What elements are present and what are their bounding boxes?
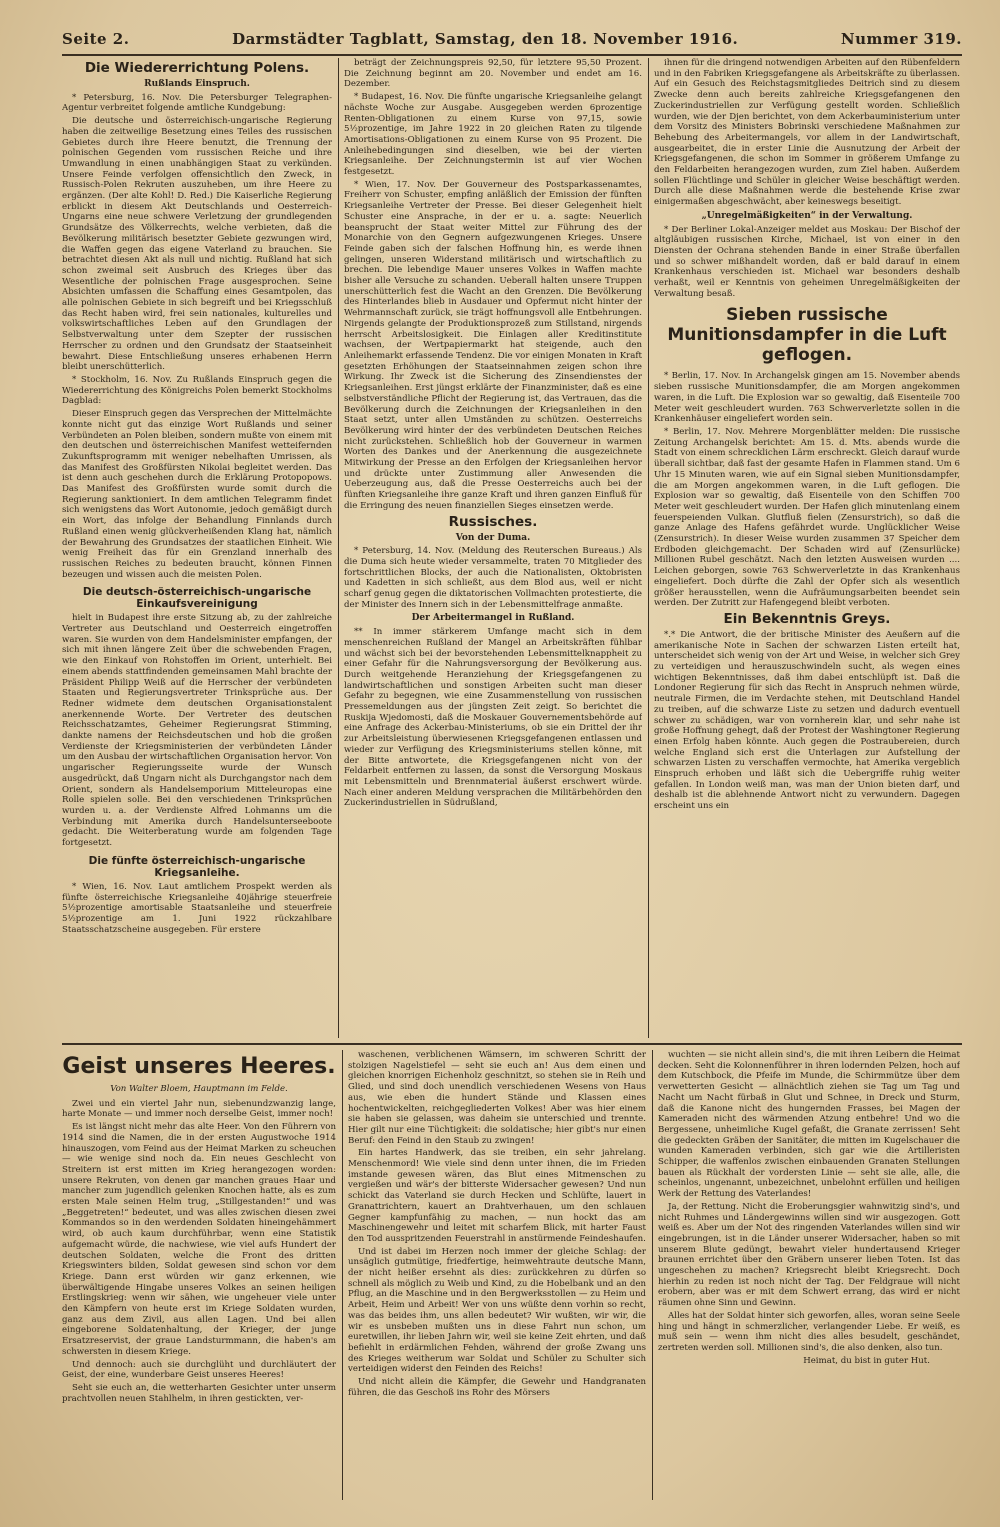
article-paragraph: * Der Berliner Lokal-Anzeiger meldet aus Moskau: Der Bischof der altgläubigen russischen Kirche, Michael, ist von einer in den Diensten der Ochrana stehenden Bande in einer Straße überfallen und so schwer mißhandelt worden, daß er bald darauf in einem Krankenhaus verschieden ist. Michael war besonders deshalb verhaßt, weil er Kenntnis von geheimen Unregelmäßigkeiten der Verwaltung besaß.	[654, 224, 960, 299]
masthead: Darmstädter Tagblatt, Samstag, den 18. November 1916.	[232, 30, 739, 48]
article-paragraph: Die deutsche und österreichisch-ungarische Regierung haben die zeitweilige Besetzung eines Teiles des russischen Gebietes durch ihre Heere benutzt, die Trennung der polnischen Gegenden vom russischen Reiche und ihre Umwandlung in einen unabhängigen Staat zu verkünden. Unsere Feinde verfolgen offensichtlich den Zweck, in Russisch-Polen Rekruten auszuheben, um ihre Heere zu ergänzen. (Der alte Kohl! D. Red.) Die Kaiserliche Regierung erblickt in diesem Akt Deutschlands und Oesterreich-Ungarns eine neue schwere Verletzung der grundlegenden Grundsätze des Völkerrechts, welche verbieten, daß die Bevölkerung militärisch besetzter Gebiete gezwungen wird, die Waffen gegen das eigene Vaterland zu brauchen. Sie betrachtet diesen Akt als null und nichtig. Rußland hat sich schon zweimal seit Ausbruch des Krieges über das Wesentliche der polnischen Frage ausgesprochen. Seine Absichten umfassen die Schaffung eines Gesamtpolen, das alle polnischen Gebiete in sich begreift und bei Kriegsschluß das Recht haben wird, frei sein nationales, kulturelles und volkswirtschaftliches Leben auf den Grundlagen der Selbstverwaltung unter dem Szepter der russischen Herrscher zu ordnen und den Grundsatz der Staatseinheit bewahrt. Diese Entschließung unseres erhabenen Herrn bleibt unerschütterlich.	[62, 116, 332, 373]
article-paragraph: * Wien, 16. Nov. Laut amtlichem Prospekt werden als fünfte österreichische Kriegsanleihe 40jährige steuerfreie 5½prozentige amortisable Staatsanleihe und steuerfreie 5½prozentige am 1. Juni 1922 rückzahlbare Staatsschatzscheine ausgegeben. Für erstere	[62, 881, 332, 935]
page-label: Seite 2.	[62, 30, 130, 48]
article-paragraph: * Budapest, 16. Nov. Die fünfte ungarische Kriegsanleihe gelangt nächste Woche zur Ausgabe. Ausgegeben werden 6prozentige Renten-Obligationen zu einem Kurse von 97,15, sowie 5½prozentige, im Jahre 1922 in 20 gleichen Raten zu tilgende Amortisations-Obligationen zu einem Kurse von 95 Prozent. Die Anleihebedingungen sind dieselben, wie bei der vierten Kriegsanleihe. Der Zeichnungstermin ist auf vier Wochen festgesetzt.	[344, 92, 642, 178]
issue-number: Nummer 319.	[840, 30, 962, 48]
feuilleton-column-3	[658, 1050, 960, 1500]
feuilleton-column-1	[62, 1050, 336, 1500]
article-paragraph: Und dennoch: auch sie durchglüht und durchläutert der Geist, der eine, wunderbare Geist unseres Heeres!	[62, 1359, 336, 1381]
article-title: Russisches.	[448, 513, 538, 530]
article-paragraph: * Berlin, 17. Nov. Mehrere Morgenblätter melden: Die russische Zeitung Archangelsk berichtet: Am 15. d. Mts. abends wurde die Stadt von einem schrecklichen Lärm erschreckt. Gleich darauf wurde überall sichtbar, daß fast der gesamte Hafen in Flammen stand. Um 6 Uhr 15 Minuten waren, wie auf ein Signal sieben Munitionsdampfer, die am Morgen angekommen waren, in die Luft geflogen. Die Explosion war so gewaltig, daß Eisenteile von den Schiffen 700 Meter weit geschleudert wurden. Der Hafen glich minutenlang einem feuerspeienden Vulkan. Glutfluß fielen (Zensurstrich), so daß die ganze Anlage des Hafens gefährdet wurde. Unglücklicher Weise (Zensurstrich). In dieser Weise wurden zusammen 37 Speicher dem Erdboden gleichgemacht. Der Schaden wird auf (Zensurlücke) Millionen Rubel geschätzt. Nach den letzten Ausweisen wurden .... Leichen geborgen, sowie 763 Schwerverletzte in das Krankenhaus eingeliefert. Doch dürfte die Zahl der Opfer sich als wesentlich größer herausstellen, wenn die Aufräumungsarbeiten beendet sein werden. Der Zutritt zur Hafengegend bleibt verboten.	[654, 426, 960, 609]
article-paragraph: ** In immer stärkerem Umfange macht sich in dem menschenreichen Rußland der Mangel an Arbeitskräften fühlbar und wächst sich bei der bevorstehenden Lebensmittelknappheit zu einer Gefahr für die Nahrungsversorgung der Bevölkerung aus. Durch weitgehende Heranziehung der Kriegsgefangenen zu landwirtschaftlichen und sonstigen Arbeiten sucht man dieser Gefahr zu begegnen, wie eine Zusammenstellung von russischen Pressemeldungen aus der jüngsten Zeit zeigt. So berichtet die Ruskija Wjedomosti, daß die Moskauer Gouvernementsbehörde auf eine Anfrage des Ackerbau-Ministeriums, ob sie ein Drittel der ihr zur Arbeitsleistung überwiesenen Kriegsgefangenen entlassen und wieder zur Verfügung des Kriegsministeriums stellen könne, mit der Bitte antwortete, die Kriegsgefangenen nicht von der Feldarbeit entfernen zu lassen, da sonst die Versorgung Moskaus mit Lebensmitteln und Brennmaterial äußerst erschwert würde. Nach einer anderen Meldung versprachen die Militärbehörden den Zuckerindustriellen in Südrußland,	[344, 627, 642, 809]
article-subtitle: Rußlands Einspruch.	[144, 79, 250, 89]
column-rule	[648, 58, 649, 1038]
feuilleton-rule	[62, 1043, 962, 1045]
feuilleton-closing: Heimat, du bist in guter Hut.	[803, 1355, 930, 1366]
article-paragraph: beträgt der Zeichnungspreis 92,50, für letztere 95,50 Prozent. Die Zeichnung beginnt am 20. November und endet am 16. Dezember.	[344, 58, 642, 90]
article-paragraph: Ja, der Rettung. Nicht die Eroberungsgier wahnwitzig sind's, und nicht Ruhmes und Ländergewinns willen sind wir ausgezogen. Gott weiß es. Aber um der Not des ringenden Vaterlandes willen sind wir eingebrungen, ist in die Länder unserer Widersacher, haben so mit unserem Blute gedüngt, bewahrt vieler hundertausend Krieger braunen errichtet über den Gräbern unserer lieben Toten. Ist das ungeschehen zu machen? Kriegsrecht bleibt Kriegsrecht. Doch hierhin zu reden ist noch nicht der Tag. Der Feldgraue will nicht erobern, aber was er mit dem Schwert errang, das wird er nicht räumen ohne Sinn und Gewinn.	[658, 1201, 960, 1309]
column-rule	[652, 1050, 653, 1500]
column-rule	[338, 58, 339, 1038]
column-1	[62, 58, 332, 1038]
article-paragraph: Es ist längst nicht mehr das alte Heer. Von den Führern von 1914 sind die Namen, die in der ersten Augustwoche 1914 hinauszogen, vom Feind aus der Heimat Marken zu scheuchen — wie wenige sind noch da. Ein neues Geschlecht von Streitern ist erst mitten im Krieg herangezogen worden: unsere Rekruten, von denen gar manchen graues Haar und mancher zum jugendlich gelenken Knochen hatte, als es zum ersten Male seinen Helm trug, „Stillgestanden!“ und was „Beggetreten!“ bedeutet, und was alles zwischen diesen zwei Kommandos so in den werdenden Soldaten hineingehämmert wird, ob auch kaum durchführbar, wenn eine Statistik aufgemacht würde, die nachwiese, wie viel aufs Hundert der deutschen Soldaten, welche die Front des dritten Kriegswinters bilden, Soldat gewesen sind schon vor dem Kriege. Dann erst würden wir ganz erkennen, wie überwältigende Hingabe unseres Volkes an seinen heiligen Erstlingskrieg: wenn wir sähen, wie ungeheuer viele unter den Kämpfern von heute erst im Kriege Soldaten wurden, ganz aus dem Zivil, aus allen Lagen. Und bei allen eingeborene Soldatenhaltung, der Krieger, der junge Ersatzreservist, der graue Landsturmmann, die haben's am schwersten in diesem Kriege.	[62, 1122, 336, 1357]
article-title: Ein Bekenntnis Greys.	[723, 610, 891, 627]
article-paragraph: * Wien, 17. Nov. Der Gouverneur des Postsparkassenamtes, Freiherr von Schuster, empfing anläßlich der Emission der fünften Kriegsanleihe Vertreter der Presse. Bei dieser Gelegenheit hielt Schuster eine Ansprache, in der er u. a. sagte: Neuerlich beansprucht der Staat weiter Mittel zur Führung des der Monarchie von den Gegnern aufgezwungenen Krieges. Unsere Feinde gaben sich der falschen Hoffnung hin, es werde ihnen gelingen, unseren Widerstand militärisch und wirtschaftlich zu brechen. Die lebendige Mauer unseres Volkes in Waffen machte bisher alle Versuche zu schanden. Ueberall halten unsere Truppen unerschütterlich fest die Wacht an den Grenzen. Die Bevölkerung des Hinterlandes blieb in Ausdauer und Opfermut nicht hinter der Wehrmannschaft zurück, sie trägt hoffnungsvoll alle Entbehrungen. Nirgends gelangte der Produktionsprozeß zum Stillstand, nirgends herrscht Arbeitslosigkeit. Die Einlagen aller Kreditinstitute wachsen, der Wertpapiermarkt hat steigende, auch den Anleihemarkt erfassende Tendenz. Die vor einigen Monaten in Kraft gesetzten Erhöhungen der Staatseinnahmen zeigen schon ihre Wirkung. Ihr Zweck ist die Sicherung des Zinsendienstes der Kriegsanleihen. Erst jüngst erklärte der Finanzminister, daß es eine selbstverständliche Pflicht der Regierung ist, das Vertrauen, das die Bevölkerung durch die Zeichnungen der Kriegsanleihen in den Staat setzt, unter allen Umständen zu schützen. Oesterreichs Bevölkerung wird hinter der des verbündeten Deutschen Reiches nicht zurückstehen. Schließlich hob der Gouverneur in warmen Worten des Dankes und der Anerkennung die ausgezeichnete Mitwirkung der Presse an den Erfolgen der Kriegsanleihen hervor und drückte unter Zustimmung aller Anwesenden die Ueberzeugung aus, daß die Presse Oesterreichs auch bei der fünften Kriegsanleihe ihre ganze Kraft und ihren ganzen Einfluß für die Erringung des neuen finanziellen Sieges einsetzen werde.	[344, 179, 642, 511]
article-paragraph: * Stockholm, 16. Nov. Zu Rußlands Einspruch gegen die Wiedererrichtung des Königreichs Polen bemerkt Stockholms Dagblad:	[62, 374, 332, 407]
column-3	[654, 58, 960, 1038]
feuilleton-column-2	[348, 1050, 646, 1500]
article-subtitle: Der Arbeitermangel in Rußland.	[411, 613, 575, 624]
article-paragraph: Und nicht allein die Kämpfer, die Gewehr und Handgranaten führen, die das Geschoß ins Rohr des Mörsers	[348, 1377, 646, 1398]
article-title: Sieben russische Munitionsdampfer in die Luft geflogen.	[667, 305, 947, 366]
article-paragraph: *.* Die Antwort, die der britische Minister des Aeußern auf die amerikanische Note in Sachen der schwarzen Listen erteilt hat, unterscheidet sich wenig von der Art und Weise, in welcher sich Grey zu verteidigen und herauszuschwindeln sucht, als wegen eines wichtigen Bekenntnisses, daß ihm dabei entschlüpft ist. Daß die Londoner Regierung für sich das Recht in Anspruch nehmen würde, neutrale Firmen, die im Verdachte stehen, mit Deutschland Handel zu treiben, auf die schwarze Liste zu setzen und dadurch eventuell schwer zu schädigen, war von vornherein klar, und sehr nahe ist große Hoffnung gehegt, daß der Protest der Washingtoner Regierung einen Erfolg haben könnte. Auch gegen die Postraubereien, durch welche England sich erst die Unterlagen zur Aufstellung der schwarzen Listen zu verschaffen vermochte, hat Amerika vergeblich Einspruch erhoben und läßt sich die Uebergriffe ruhig weiter gefallen. In London weiß man, was man der Union bieten darf, und deshalb ist die ablehnende Antwort nicht zu verwundern. Dagegen erscheint uns ein	[654, 629, 960, 812]
article-title: Die deutsch-österreichisch-ungarische Einkaufsvereinigung	[82, 586, 312, 611]
article-subtitle: „Unregelmäßigkeiten“ in der Verwaltung.	[701, 210, 913, 221]
article-title: Die fünfte österreichisch-ungarische Kriegsanleihe.	[88, 854, 306, 879]
article-paragraph: Und ist dabei im Herzen noch immer der gleiche Schlag: der unsäglich gutmütige, friedfertige, heimwehtraute deutsche Mann, der nicht heißer ersehnt als dies: zurückkehren zu dürfen so schnell als möglich zu Weib und Kind, zu die Hobelbank und an den Pflug, an die Maschine und in den Bergwerksstollen — zu Heim und Arbeit, Heim und Arbeit! Wer von uns wüßte denn vorhin so recht, was das beides ihm, uns allen bedeutet? Wir wußten, wir wir, die wir es unsbeben mußten uns in diese Fahrt nun schon, um euretwillen, ihr lieben Jahrn wir, weil sie keine Zeit ehrten, und daß befiehlt in erdärmlichen Fehden, während der große Zwang uns des Krieges weitherum war Soldat und Schüler zu Schulter sich verteidigen widerst den Feinden des Reichs!	[348, 1246, 646, 1375]
column-rule	[342, 1050, 343, 1500]
feuilleton-title: Geist unseres Heeres.	[62, 1054, 336, 1079]
article-paragraph: Dieser Einspruch gegen das Versprechen der Mittelmächte konnte nicht gut das einzige Wort Rußlands und seiner Verbündeten an Polen bleiben, sondern mußte von einem mit den deutschen und österreichischen Manifest wetteifernden Zukunftsprogramm mit weniger nebelhaften Umrissen, als das Manifest des Großfürsten Nikolai begleitet werden. Das ist denn auch geschehen durch die Erklärung Protopopows. Das Manifest des Großfürsten wurde somit durch die Regierung sanktioniert. In dem amtlichen Telegramm findet sich wenigstens das Wort Autonomie, jedoch gemäßigt durch ein Wort, das infolge der Behandlung Finnlands durch Rußland einen wenig glückverheißenden Klang hat, nämlich der Bewahrung des Grundsatzes der staatlichen Einheit. Wie wenig Freiheit das für ein Grenzland innerhalb des russischen Reiches zu bedeuten braucht, können Finnen bezeugen und wissen auch die meisten Polen.	[62, 409, 332, 580]
article-paragraph: Seht sie euch an, die wetterharten Gesichter unter unserm prachtvollen neuen Stahlhelm, in ihren gestickten, ver-	[62, 1382, 336, 1404]
column-2	[344, 58, 642, 1038]
article-title: Die Wiedererrichtung Polens.	[84, 60, 310, 76]
article-paragraph: waschenen, verblichenen Wämsern, im schweren Schritt der stolzigen Nagelstiefel — seht sie euch an! Aus dem einen und gleichen knorrigen Eichenholz geschnitzt, so stehen sie in Reih und Glied, und sind doch unendlich verschiedenen Wesens von Haus aus, wie eben die hundert Stände und Klassen eines hochentwickelten, reichgegliederten Volkes! Aber was hier einem sie haben sie gelassen, was daheim sie unterschied und trennte. Hier gilt nur eine Tüchtigkeit: die soldatische; hier gibt's nur einen Beruf: den Feind in den Staub zu zwingen!	[348, 1050, 646, 1146]
article-paragraph: Alles hat der Soldat hinter sich geworfen, alles, woran seine Seele hing und hängt in schmerzlicher, verlangender Liebe. Er weiß, es muß sein — wenn ihm nicht dies alles besudelt, geschändet, zertreten werden soll. Millionen sind's, die also denken, also tun.	[658, 1310, 960, 1353]
article-paragraph: wuchten — sie nicht allein sind's, die mit ihren Leibern die Heimat decken. Seht die Kolonnenführer in ihren lodernden Pelzen, hoch auf dem Kutschbock, die Pfeife im Munde, die Schirmmütze über dem verwetterten Gesicht — allnächtlich ziehen sie Tag um Tag und Nacht um Nacht fürbaß in Glut und Schnee, in Dreck und Sturm, daß die Kanone nicht des hungernden Frasses, bei Magen der Kameraden nicht des wärmenden Atzung entbehre! Und wo die Bergessene, unheimliche Kugel gefaßt, die Granate zerrissen! Seht die gedeckten Gräben der Sanitäter, die mitten im Kugelschauer die wunden Kameraden verbinden, sich gar wie die Artilleristen Schipper, die waffenlos zwischen einbauenden Granaten Stellungen bauen als Rückhalt der vordersten Linie — seht sie alle, alle, die scheinlos, ungenannt, unbezeichnet, unbelohnt erfüllen und heiligen Werk der Rettung des Vaterlandes!	[658, 1050, 960, 1200]
article-paragraph: * Petersburg, 14. Nov. (Meldung des Reuterschen Bureaus.) Als die Duma sich heute wieder versammelte, traten 70 Mitglieder des fortschrittlichen Blocks, der auch die Nationalisten, Oktobristen und Kadetten in sich schließt, aus dem Blod aus, weil er nicht scharf genug gegen die diktatorischen Vollmachten protestierte, die der Minister des Innern sich in der Lebensmittelfrage anmaßte.	[344, 546, 642, 610]
article-paragraph: * Berlin, 17. Nov. In Archangelsk gingen am 15. November abends sieben russische Munitionsdampfer, die am Morgen angekommen waren, in die Luft. Die Explosion war so gewaltig, daß Eisenteile 700 Meter weit geschleudert wurden. 763 Schwerverletzte sollen in die Krankenhäuser eingeliefert worden sein.	[654, 371, 960, 425]
page-header	[62, 30, 962, 56]
feuilleton-byline: Von Walter Bloem, Hauptmann im Felde.	[110, 1084, 288, 1094]
article-paragraph: Zwei und ein viertel Jahr nun, siebenundzwanzig lange, harte Monate — und immer noch derselbe Geist, immer noch!	[62, 1098, 336, 1120]
article-paragraph: ihnen für die dringend notwendigen Arbeiten auf den Rübenfeldern und in den Fabriken Kriegsgefangene als Arbeitskräfte zu überlassen. Auf ein Gesuch des Reichstagsmitgliedes Deitrich sind zu diesem Zwecke denn auch bereits zahlreiche Kriegsgefangenen den Zuckerindustriellen zur Verfügung gestellt worden. Schließlich wurden, wie der Djen berichtet, von dem Ackerbauministerium unter dem Vorsitz des Ministers Bobrinski verschiedene Maßnahmen zur Behebung des Arbeitermangels, vor allem in der Landwirtschaft, ausgearbeitet, die in erster Linie die Ausnutzung der Arbeit der Kriegsgefangenen, die schon im Sommer in größerem Umfange zu den Feldarbeiten herangezogen wurden, zum Ziel haben. Außerdem sollen Flüchtlinge und Schüler in gleicher Weise beschäftigt werden. Durch alle diese Maßnahmen werde die bestehende Krise zwar einigermaßen abgeschwächt, aber keineswegs beseitigt.	[654, 58, 960, 208]
article-paragraph: hielt in Budapest ihre erste Sitzung ab, zu der zahlreiche Vertreter aus Deutschland und Oesterreich eingetroffen waren. Sie wurden von dem Handelsminister empfangen, der sich mit ihnen längere Zeit über die schwebenden Fragen, wie den Einkauf von Rohstoffen im Orient, unterhielt. Bei einem abends stattfindenden gemeinsamen Mahl brachte der Präsident Philipp Weiß auf die Herrscher der verbündeten Staaten und Regierungsvertreter Trinksprüche aus. Der Redner widmete dem deutschen Organisationstalent anerkennende Worte. Der Vertreter des deutschen Reichsschatzamtes, Geheimer Regierungsrat Stimming, dankte namens der Reichsdeutschen und hob die großen Verdienste der Kriegsministerien der verbündeten Länder um den Ausbau der wirtschaftlichen Organisation hervor. Von ungarischer Regierungsseite wurde der Wunsch ausgedrückt, daß Ungarn nicht als Durchgangstor nach dem Orient, sondern als Handelsemporium Mitteleuropas eine Rolle spielen solle. Bei den verschiedenen Trinksprüchen wurden u. a. der Verdienste Alfred Lohmanns um die Verbindung mit Amerika durch Handelsunterseeboote gedacht. Die Weiterberatung wurde am folgenden Tage fortgesetzt.	[62, 613, 332, 849]
article-paragraph: * Petersburg, 16. Nov. Die Petersburger Telegraphen-Agentur verbreitet folgende amtliche Kundgebung:	[62, 92, 332, 114]
article-paragraph: Ein hartes Handwerk, das sie treiben, ein sehr jahrelang. Menschenmord! Wie viele sind denn unter ihnen, die im Frieden imstande gewesen wären, das Blut eines Mitmenschen zu vergießen und wär's der bitterste Widersacher gewesen? Und nun schickt das Vaterland sie durch Hecken und Schlüfte, lauert in Granattrichtern, kauert an Drahtverhauen, um den schlauen Gegner kampfunfähig zu machen, — nun hockt das am Maschinengewehr und leitet mit scharfem Blick, mit harter Faust den Tod ausspritzenden Feuerstrahl in anstürmende Feindeshaufen.	[348, 1148, 646, 1244]
article-subtitle: Von der Duma.	[455, 532, 531, 543]
